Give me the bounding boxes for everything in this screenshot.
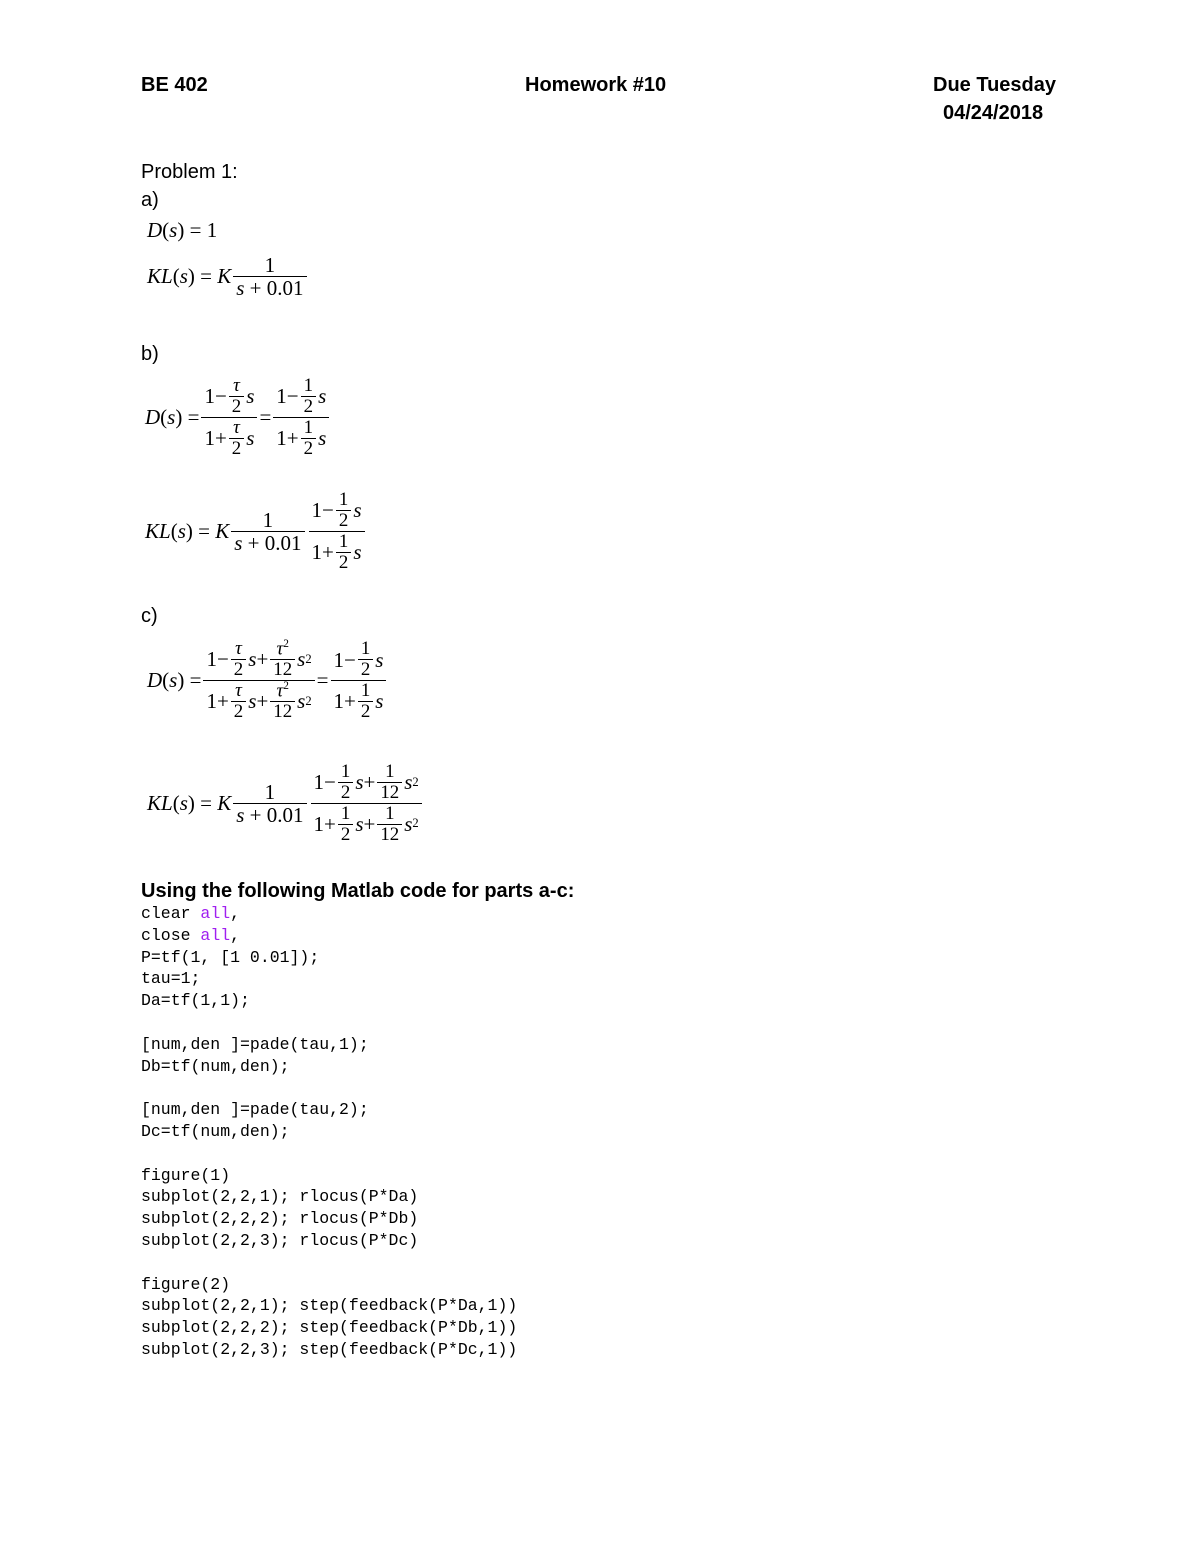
equation-a-kl: KL ( s ) = K $\frac{1}{s + 0.01}$ <box>147 254 309 299</box>
code-intro: Using the following Matlab code for parts a-c: <box>141 880 575 902</box>
due-label: Due Tuesday <box>933 74 1056 96</box>
equation-b-d: D ( s ) = 1− $\frac{\tau}{2}$ s 1+ $\frac{\tau}{2}$ s = 1− $\frac{1}{2}$ s 1+ $\frac{1}{2}$ s <box>145 376 331 458</box>
part-b-label: b) <box>141 343 159 365</box>
code-line <box>141 1252 517 1274</box>
code-line: tau=1; <box>141 969 201 989</box>
code-line: Dc=tf(num,den); <box>141 1121 290 1141</box>
matlab-code-block <box>141 903 517 1361</box>
code-line: P=tf(1, [1 0.01]); <box>141 947 320 967</box>
equation-c-d: D ( s ) = 1− $\frac{\tau}{2}$ s + $\frac{\tau^2}{12}$ s 2 1+ $\frac{\tau}{2}$ s + $\frac{\tau^2}{12}$ s 2 = 1− $\frac{1}{2}$ s 1+ $\frac{1}{2}$ s <box>147 639 388 722</box>
equation-a-d: D ( s ) = 1 <box>147 218 218 242</box>
problem-title: Problem 1: <box>141 161 238 183</box>
code-line: close all, <box>141 925 241 945</box>
equation-c-kl: KL ( s ) = K $\frac{1}{s + 0.01}$ 1− $\frac{1}{2}$ s + $\frac{1}{12}$ s 2 1+ $\frac{1}{2}$ s + $\frac{1}{12}$ s 2 <box>147 762 424 844</box>
code-line: subplot(2,2,2); step(feedback(P*Db,1)) <box>141 1318 518 1338</box>
code-line: subplot(2,2,2); rlocus(P*Db) <box>141 1209 419 1229</box>
code-line: Db=tf(num,den); <box>141 1056 290 1076</box>
code-line: subplot(2,2,3); rlocus(P*Dc) <box>141 1230 419 1250</box>
code-line <box>141 1077 517 1099</box>
code-line: figure(2) <box>141 1274 231 1294</box>
code-line <box>141 1143 517 1165</box>
part-c-label: c) <box>141 605 158 627</box>
course-code: BE 402 <box>141 74 208 96</box>
equation-b-kl: KL ( s ) = K $\frac{1}{s + 0.01}$ 1− $\frac{1}{2}$ s 1+ $\frac{1}{2}$ s <box>145 490 367 572</box>
code-line: clear all, <box>141 904 241 923</box>
code-line: subplot(2,2,3); step(feedback(P*Dc,1)) <box>141 1339 518 1359</box>
code-line: figure(1) <box>141 1165 231 1185</box>
code-line <box>141 1012 517 1034</box>
code-line: [num,den ]=pade(tau,1); <box>141 1034 369 1054</box>
code-line: subplot(2,2,1); rlocus(P*Da) <box>141 1187 419 1207</box>
homework-title: Homework #10 <box>525 74 667 96</box>
code-line: [num,den ]=pade(tau,2); <box>141 1100 369 1120</box>
code-line: Da=tf(1,1); <box>141 991 250 1011</box>
part-a-label: a) <box>141 189 159 211</box>
code-line: subplot(2,2,1); step(feedback(P*Da,1)) <box>141 1296 518 1316</box>
due-date: 04/24/2018 <box>943 102 1044 124</box>
